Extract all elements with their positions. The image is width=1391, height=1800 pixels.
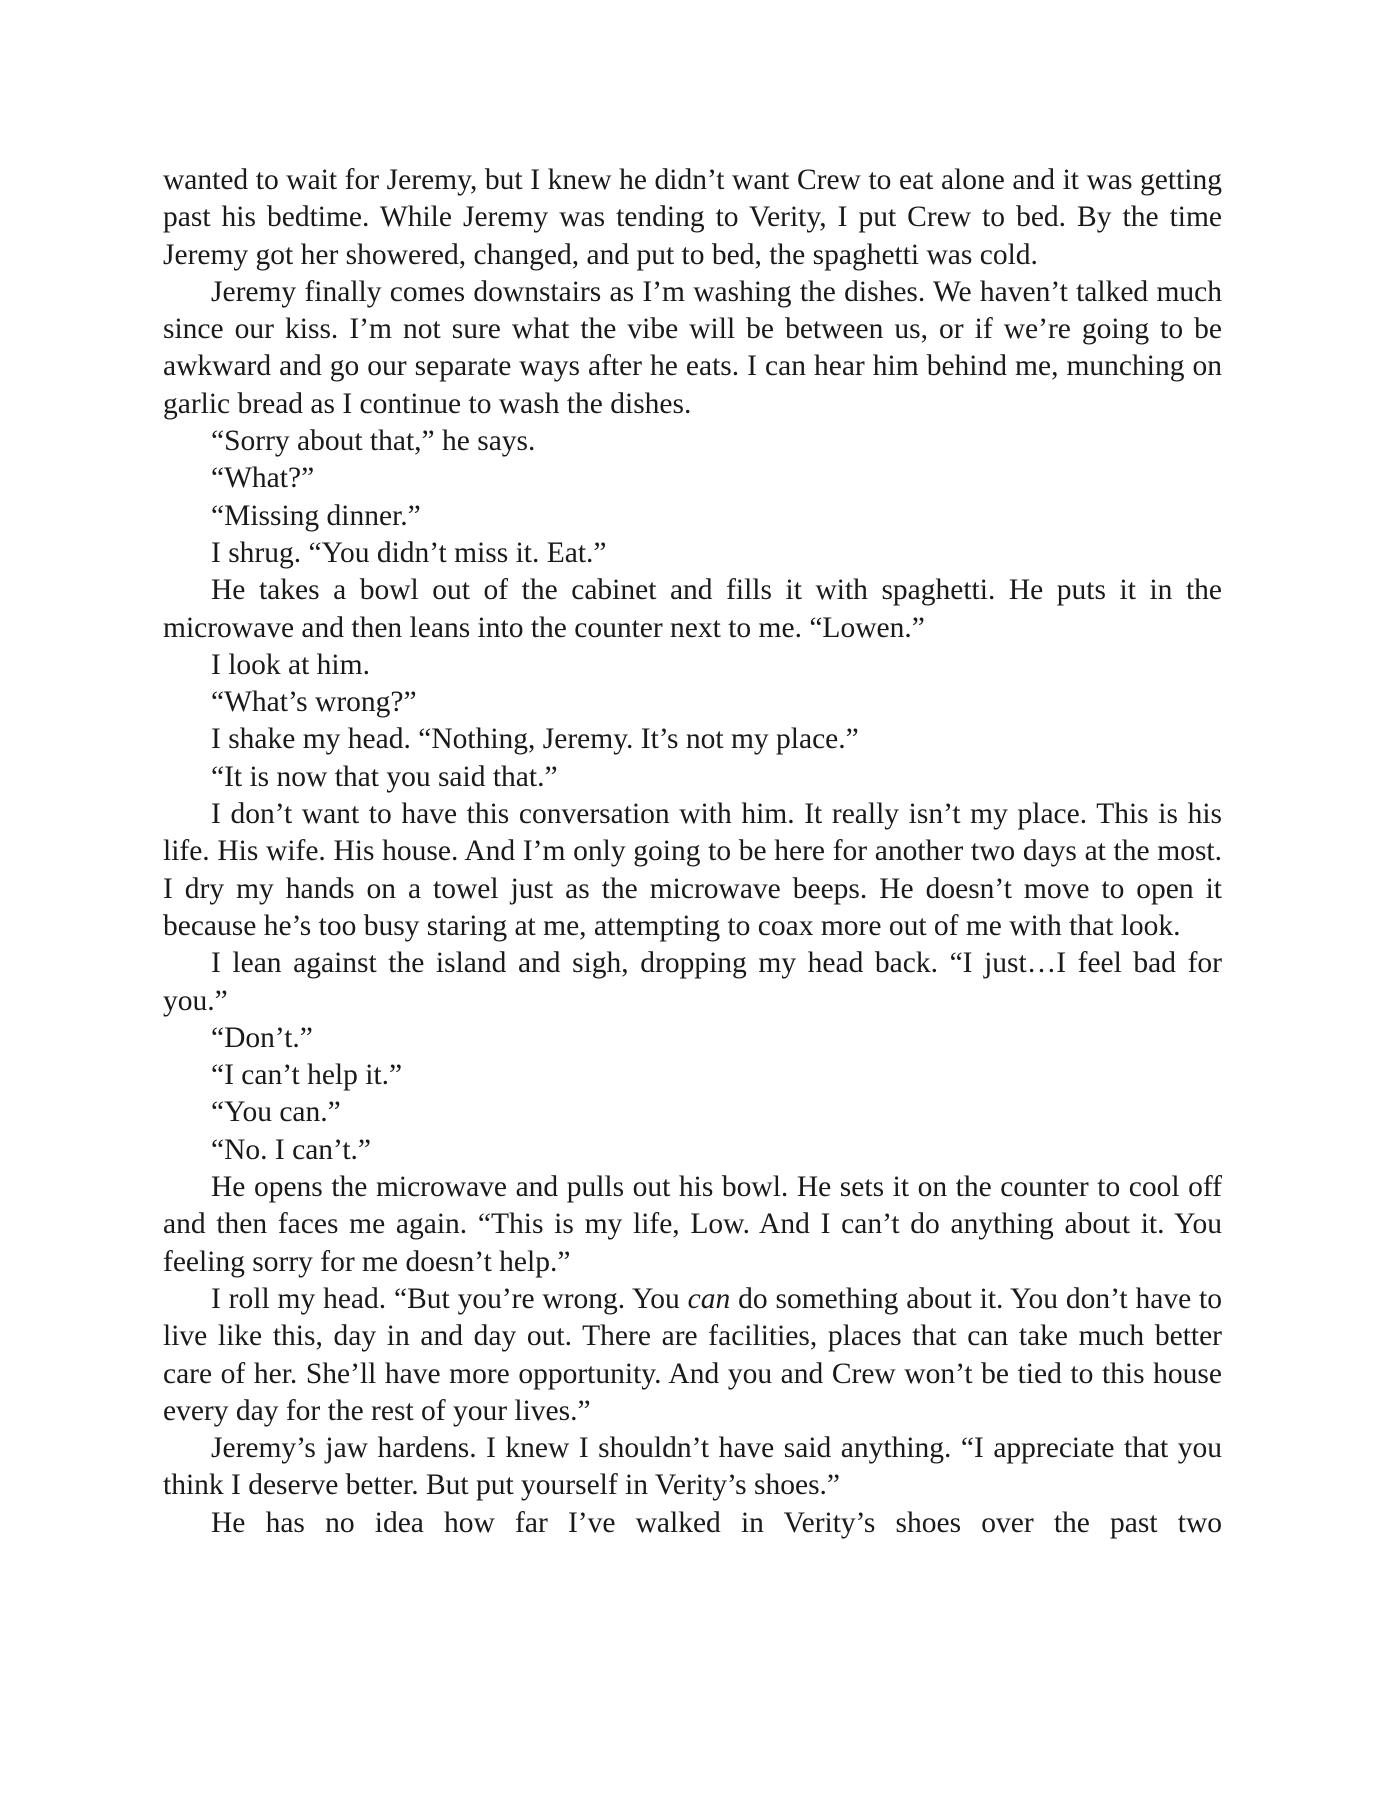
text-segment: “I can’t help it.” [211,1059,403,1092]
paragraph [163,759,1222,796]
paragraph [163,796,1222,945]
text-segment: wanted to wait for Jeremy, but I knew he didn’t want Crew to eat alone and it was getting past his bedtime. While Jeremy was tending to Verity, I put Crew to bed. By the time Jeremy got her showered, changed, and put to bed, the spaghetti was cold. [163,164,1222,271]
text-segment: “Sorry about that,” he says. [211,425,536,458]
text-segment: Jeremy finally comes downstairs as I’m washing the dishes. We haven’t talked much since our kiss. I’m not sure what the vibe will be between us, or if we’re going to be awkward and go our separate ways after he eats. I can hear him behind me, munching on garlic bread as I continue to wash the dishes. [163,275,1222,420]
text-segment: “No. I can’t.” [211,1133,371,1166]
paragraph [163,498,1222,535]
text-segment: I roll my head. “But you’re wrong. You [211,1282,688,1315]
text-segment: I lean against the island and sigh, dropping my head back. “I just…I feel bad for you.” [163,947,1222,1017]
paragraph [163,945,1222,1020]
paragraph [163,1094,1222,1131]
text-segment: I shrug. “You didn’t miss it. Eat.” [211,536,607,569]
paragraph [163,162,1222,274]
paragraph [163,460,1222,497]
paragraph [163,535,1222,572]
paragraph [163,1430,1222,1505]
text-segment: “Missing dinner.” [211,499,421,532]
text-segment: I don’t want to have this conversation with him. It really isn’t my place. This is his life. His wife. His house. And I’m only going to be here for another two days at the most. I dry my hands on a towel just as the microwave beeps. He doesn’t move to open it because he’s too busy staring at me, attempting to coax more out of me with that look. [163,798,1222,942]
paragraph [163,1020,1222,1057]
paragraph [163,647,1222,684]
text-segment: do something about it. You don’t have to live like this, day in and day out. There are facilities, places that can take much better care of her. She’ll have more opportunity. And you and Crew won’t be tied to this house every day for the rest of your lives.” [163,1282,1222,1427]
paragraph [163,1505,1222,1542]
paragraph [163,1169,1222,1281]
text-segment: He has no idea how far I’ve walked in Verity’s shoes over the past two [211,1506,1222,1539]
paragraph [163,1132,1222,1169]
text-segment: I look at him. [211,648,370,681]
paragraph [163,684,1222,721]
text-segment: “It is now that you said that.” [211,760,558,793]
paragraph [163,1057,1222,1094]
paragraph [163,1281,1222,1430]
paragraph [163,274,1222,423]
paragraph [163,423,1222,460]
paragraph [163,572,1222,647]
text-segment: “What’s wrong?” [211,686,417,719]
text-segment: I shake my head. “Nothing, Jeremy. It’s not my place.” [211,723,859,756]
text-segment: Jeremy’s jaw hardens. I knew I shouldn’t have said anything. “I appreciate that you think I deserve better. But put yourself in Verity’s shoes.” [163,1432,1222,1502]
text-segment: “Don’t.” [211,1021,313,1054]
text-segment: He opens the microwave and pulls out his bowl. He sets it on the counter to cool off and then faces me again. “This is my life, Low. And I can’t do anything about it. You feeling sorry for me doesn’t help.” [163,1171,1222,1278]
emphasized-text: can [687,1282,731,1315]
paragraph [163,721,1222,758]
text-segment: “What?” [211,462,315,495]
page-body-text [163,162,1222,1542]
text-segment: “You can.” [211,1096,341,1129]
text-segment: He takes a bowl out of the cabinet and fills it with spaghetti. He puts it in the microwave and then leans into the counter next to me. “Lowen.” [163,574,1222,644]
